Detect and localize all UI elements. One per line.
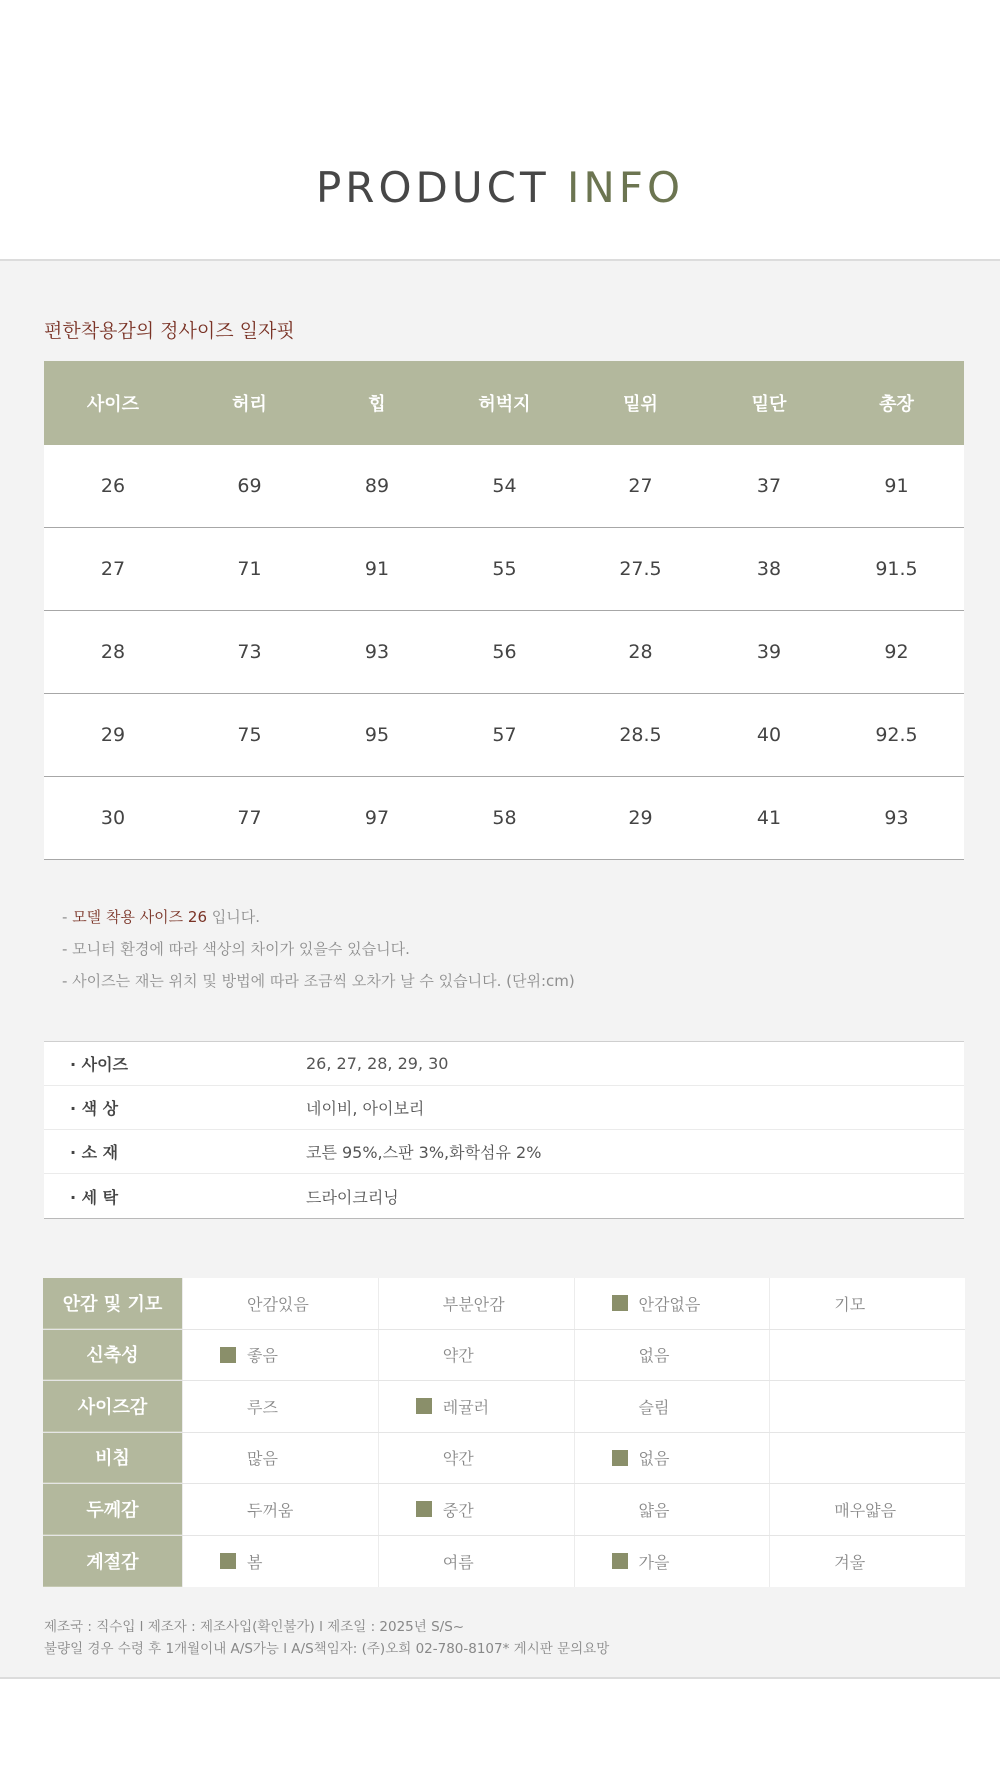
attribute-option-label: 매우얇음 bbox=[834, 1500, 897, 1520]
info-row bbox=[44, 1042, 964, 1086]
attribute-option-label: 레귤러 bbox=[442, 1397, 490, 1417]
attribute-option bbox=[378, 1484, 574, 1535]
attribute-option-label: 슬림 bbox=[638, 1397, 670, 1417]
attribute-option bbox=[769, 1330, 965, 1381]
size-table-cell: 69 bbox=[237, 475, 262, 497]
size-table-cell: 29 bbox=[628, 807, 653, 829]
attribute-option-label: 약간 bbox=[442, 1449, 474, 1469]
header-cell: 밑단 bbox=[751, 394, 787, 415]
attribute-option bbox=[378, 1536, 574, 1588]
footer-line-1: 제조국 : 직수입 l 제조자 : 제조사입(확인불가) l 제조일 : 2025년 S/S~ bbox=[44, 1619, 465, 1635]
size-table-cell: 29 bbox=[100, 724, 126, 746]
attribute-option-label: 없음 bbox=[638, 1346, 670, 1366]
check-mark-icon bbox=[612, 1295, 628, 1311]
size-table-cell: 97 bbox=[364, 807, 390, 829]
info-label: · 세 탁 bbox=[70, 1187, 119, 1207]
size-table-cell: 38 bbox=[756, 558, 782, 580]
check-mark-icon bbox=[416, 1398, 432, 1414]
size-table-cell: 30 bbox=[100, 807, 126, 829]
check-mark-icon bbox=[220, 1347, 236, 1363]
attribute-option bbox=[378, 1330, 574, 1381]
attribute-option bbox=[378, 1278, 574, 1329]
size-table-cell: 71 bbox=[237, 558, 262, 580]
attribute-option-label: 안감있음 bbox=[247, 1294, 309, 1314]
note-measurement: - 사이즈는 재는 위치 및 방법에 따라 조금씩 오차가 날 수 있습니다. (단위:cm) bbox=[62, 972, 575, 990]
notes bbox=[62, 901, 575, 997]
attribute-option bbox=[574, 1330, 770, 1381]
header-cell: 힙 bbox=[368, 394, 386, 415]
attribute-option bbox=[182, 1433, 378, 1484]
info-label: · 사이즈 bbox=[70, 1055, 129, 1074]
size-table-cell: 26 bbox=[100, 475, 126, 497]
info-value: 26, 27, 28, 29, 30 bbox=[306, 1054, 449, 1073]
info-table bbox=[44, 1041, 964, 1219]
size-table-cell: 95 bbox=[364, 724, 390, 746]
size-table-cell: 92.5 bbox=[875, 724, 918, 746]
size-table-body bbox=[44, 445, 964, 860]
info-row bbox=[44, 1130, 964, 1174]
check-mark-icon bbox=[220, 1553, 236, 1569]
size-table-row bbox=[44, 694, 964, 777]
size-table-cell: 56 bbox=[492, 641, 517, 663]
attribute-option bbox=[378, 1433, 574, 1484]
attribute-row bbox=[43, 1484, 965, 1536]
attribute-row bbox=[43, 1278, 965, 1330]
size-table-cell: 27 bbox=[100, 558, 126, 580]
attribute-option-label: 약간 bbox=[442, 1346, 474, 1366]
footer-line-2: 불량일 경우 수령 후 1개월이내 A/S가능 l A/S책임자: (주)오희 02-780-8107* 게시판 문의요망 bbox=[44, 1641, 610, 1657]
attribute-option bbox=[182, 1484, 378, 1535]
size-table-cell: 58 bbox=[492, 807, 517, 829]
size-table-cell: 40 bbox=[756, 724, 782, 746]
attribute-option-label: 겨울 bbox=[834, 1552, 866, 1572]
attribute-row bbox=[43, 1536, 965, 1588]
attribute-option bbox=[769, 1484, 965, 1535]
size-table-cell: 28.5 bbox=[619, 724, 662, 746]
size-table-cell: 92 bbox=[884, 641, 909, 663]
note-prefix: - bbox=[62, 908, 73, 926]
attribute-label: 계절감 bbox=[43, 1536, 182, 1588]
attribute-option-label: 기모 bbox=[834, 1294, 866, 1314]
attribute-option bbox=[574, 1278, 770, 1329]
info-row bbox=[44, 1086, 964, 1130]
product-subtitle: 편한착용감의 정사이즈 일자핏 bbox=[44, 320, 295, 342]
size-table-row bbox=[44, 445, 964, 528]
header-cell: 허리 bbox=[232, 394, 267, 415]
attribute-option-label: 중간 bbox=[442, 1500, 474, 1520]
attribute-option bbox=[574, 1536, 770, 1588]
attribute-option-label: 여름 bbox=[442, 1552, 474, 1572]
header-cell: 밑위 bbox=[623, 394, 658, 415]
size-table-cell: 73 bbox=[237, 641, 262, 663]
size-table-cell: 93 bbox=[364, 641, 390, 663]
size-table-cell: 77 bbox=[237, 807, 262, 829]
attribute-grid bbox=[43, 1278, 965, 1587]
attribute-option bbox=[182, 1536, 378, 1588]
attribute-option-label: 얇음 bbox=[638, 1500, 670, 1520]
attribute-option bbox=[769, 1381, 965, 1432]
info-value: 드라이크리닝 bbox=[306, 1187, 399, 1207]
attribute-option bbox=[769, 1433, 965, 1484]
info-value: 네이비, 아이보리 bbox=[306, 1099, 425, 1118]
attribute-option-label: 부분안감 bbox=[442, 1294, 505, 1314]
size-table-cell: 54 bbox=[492, 475, 517, 497]
note-suffix: 입니다. bbox=[207, 908, 261, 926]
attribute-label: 사이즈감 bbox=[43, 1381, 182, 1432]
attribute-option-label: 많음 bbox=[247, 1449, 278, 1469]
note-model-size bbox=[62, 901, 575, 933]
page-title bbox=[0, 163, 1000, 212]
size-table-cell: 75 bbox=[237, 724, 262, 746]
product-info-panel bbox=[0, 259, 1000, 1679]
attribute-option bbox=[769, 1278, 965, 1329]
attribute-option-label: 없음 bbox=[638, 1449, 670, 1469]
info-row bbox=[44, 1174, 964, 1218]
attribute-row bbox=[43, 1381, 965, 1433]
size-table-row bbox=[44, 528, 964, 611]
size-table-cell: 89 bbox=[364, 475, 390, 497]
size-table-header bbox=[44, 361, 964, 445]
check-mark-icon bbox=[612, 1553, 628, 1569]
header-cell: 총장 bbox=[879, 394, 914, 415]
footer bbox=[44, 1616, 609, 1660]
title-accent: INFO bbox=[566, 163, 685, 212]
size-table-row bbox=[44, 777, 964, 860]
header-cell: 사이즈 bbox=[86, 394, 140, 415]
size-table-cell: 91 bbox=[884, 475, 909, 497]
attribute-label: 비침 bbox=[43, 1433, 182, 1484]
attribute-option bbox=[182, 1330, 378, 1381]
info-label: · 색 상 bbox=[70, 1099, 119, 1118]
size-table-cell: 28 bbox=[100, 641, 126, 663]
attribute-option bbox=[182, 1381, 378, 1432]
attribute-option-label: 가을 bbox=[638, 1552, 670, 1572]
check-mark-icon bbox=[416, 1501, 432, 1517]
attribute-option bbox=[574, 1381, 770, 1432]
attribute-option-label: 루즈 bbox=[247, 1397, 278, 1417]
size-table-cell: 57 bbox=[492, 724, 517, 746]
info-value: 코튼 95%,스판 3%,화학섬유 2% bbox=[306, 1143, 542, 1162]
header-cell: 허벅지 bbox=[478, 394, 531, 415]
attribute-option bbox=[182, 1278, 378, 1329]
attribute-option bbox=[574, 1433, 770, 1484]
size-table-cell: 41 bbox=[756, 807, 782, 829]
check-mark-icon bbox=[612, 1450, 628, 1466]
attribute-option-label: 좋음 bbox=[247, 1346, 278, 1366]
attribute-option-label: 두꺼움 bbox=[247, 1500, 294, 1520]
size-table bbox=[44, 361, 964, 860]
size-table-cell: 93 bbox=[884, 807, 909, 829]
size-table-row bbox=[44, 611, 964, 694]
size-table-cell: 27.5 bbox=[619, 558, 662, 580]
size-table-cell: 28 bbox=[628, 641, 653, 663]
attribute-option-label: 안감없음 bbox=[638, 1294, 701, 1314]
size-table-cell: 91 bbox=[364, 558, 390, 580]
info-label: · 소 재 bbox=[70, 1143, 119, 1162]
attribute-option bbox=[378, 1381, 574, 1432]
attribute-option bbox=[574, 1484, 770, 1535]
size-table-cell: 39 bbox=[756, 641, 782, 663]
note-monitor: - 모니터 환경에 따라 색상의 차이가 있을수 있습니다. bbox=[62, 940, 410, 958]
title-main: PRODUCT bbox=[315, 163, 550, 212]
attribute-option-label: 봄 bbox=[247, 1552, 263, 1572]
size-table-cell: 37 bbox=[756, 475, 782, 497]
size-table-cell: 91.5 bbox=[875, 558, 918, 580]
attribute-label: 안감 및 기모 bbox=[43, 1278, 182, 1329]
attribute-row bbox=[43, 1433, 965, 1485]
attribute-row bbox=[43, 1330, 965, 1382]
attribute-option bbox=[769, 1536, 965, 1588]
size-table-cell: 27 bbox=[628, 475, 653, 497]
note-highlight: 모델 착용 사이즈 26 bbox=[72, 908, 208, 926]
attribute-label: 두께감 bbox=[43, 1484, 182, 1535]
size-table-cell: 55 bbox=[492, 558, 517, 580]
attribute-label: 신축성 bbox=[43, 1330, 182, 1381]
